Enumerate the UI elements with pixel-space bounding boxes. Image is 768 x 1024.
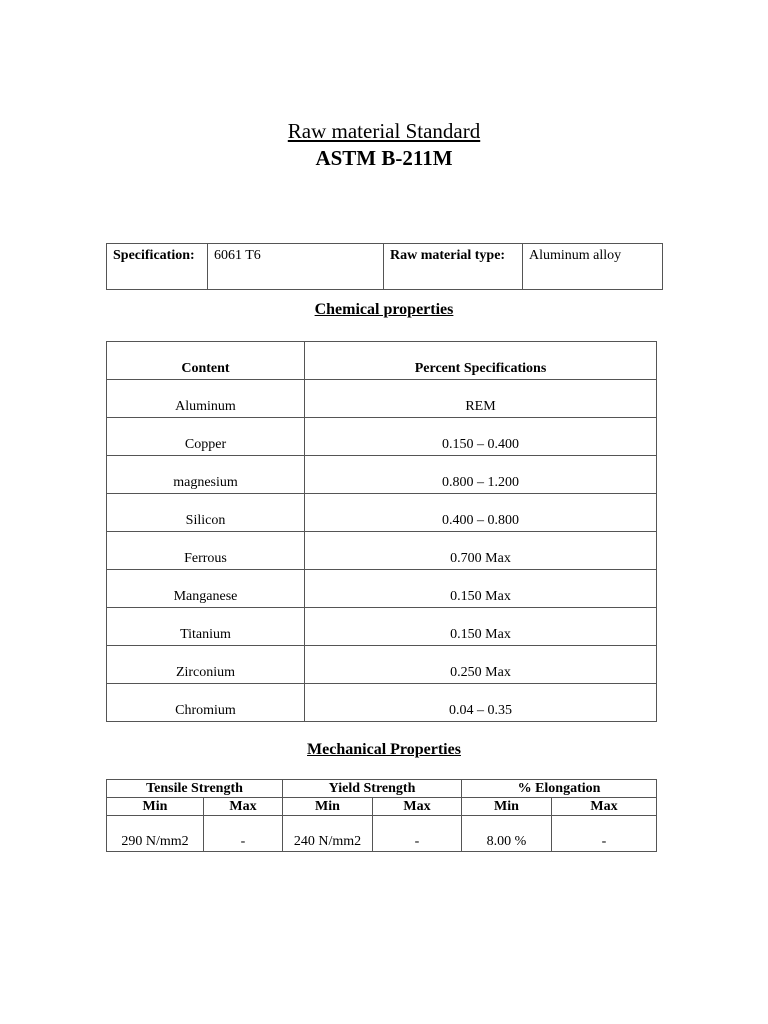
- element-name: Copper: [107, 418, 305, 456]
- table-row: [107, 494, 657, 532]
- element-name: magnesium: [107, 456, 305, 494]
- content-column-header: Content: [107, 342, 305, 380]
- standard-code: ASTM B-211M: [315, 146, 453, 170]
- max-header: Max: [204, 798, 283, 816]
- tensile-strength-header: Tensile Strength: [107, 780, 283, 798]
- element-name: Ferrous: [107, 532, 305, 570]
- elongation-min-value: 8.00 %: [462, 816, 552, 852]
- min-header: Min: [462, 798, 552, 816]
- specification-label: Specification:: [107, 244, 208, 290]
- tensile-min-value: 290 N/mm2: [107, 816, 204, 852]
- table-row: [107, 456, 657, 494]
- element-name: Chromium: [107, 684, 305, 722]
- element-name: Silicon: [107, 494, 305, 532]
- table-row: [107, 418, 657, 456]
- yield-strength-header: Yield Strength: [283, 780, 462, 798]
- table-header-row: [107, 342, 657, 380]
- max-header: Max: [552, 798, 657, 816]
- percent-spec: 0.150 Max: [305, 570, 657, 608]
- element-name: Manganese: [107, 570, 305, 608]
- mechanical-properties-heading: Mechanical Properties: [307, 741, 461, 758]
- table-row: [107, 380, 657, 418]
- min-header: Min: [283, 798, 373, 816]
- percent-spec: 0.800 – 1.200: [305, 456, 657, 494]
- percent-spec: 0.150 Max: [305, 608, 657, 646]
- table-row: [107, 608, 657, 646]
- percent-column-header: Percent Specifications: [305, 342, 657, 380]
- table-row: [107, 646, 657, 684]
- elongation-max-value: -: [552, 816, 657, 852]
- group-header-row: [107, 780, 657, 798]
- min-max-header-row: [107, 798, 657, 816]
- chemical-properties-heading: Chemical properties: [314, 301, 454, 318]
- elongation-header: % Elongation: [462, 780, 657, 798]
- table-row: [107, 532, 657, 570]
- percent-spec: 0.700 Max: [305, 532, 657, 570]
- table-row: [107, 684, 657, 722]
- percent-spec: 0.250 Max: [305, 646, 657, 684]
- specification-value: 6061 T6: [208, 244, 384, 290]
- yield-min-value: 240 N/mm2: [283, 816, 373, 852]
- table-row: [107, 570, 657, 608]
- percent-spec: 0.400 – 0.800: [305, 494, 657, 532]
- percent-spec: 0.150 – 0.400: [305, 418, 657, 456]
- mechanical-properties-table: [106, 779, 657, 852]
- percent-spec: 0.04 – 0.35: [305, 684, 657, 722]
- percent-spec: REM: [305, 380, 657, 418]
- tensile-max-value: -: [204, 816, 283, 852]
- element-name: Titanium: [107, 608, 305, 646]
- element-name: Aluminum: [107, 380, 305, 418]
- max-header: Max: [373, 798, 462, 816]
- values-row: [107, 816, 657, 852]
- chemical-properties-table: [106, 341, 657, 722]
- material-type-label: Raw material type:: [384, 244, 523, 290]
- yield-max-value: -: [373, 816, 462, 852]
- specification-table: [106, 243, 663, 290]
- material-type-value: Aluminum alloy: [523, 244, 663, 290]
- element-name: Zirconium: [107, 646, 305, 684]
- document-title: Raw material Standard: [287, 119, 481, 143]
- min-header: Min: [107, 798, 204, 816]
